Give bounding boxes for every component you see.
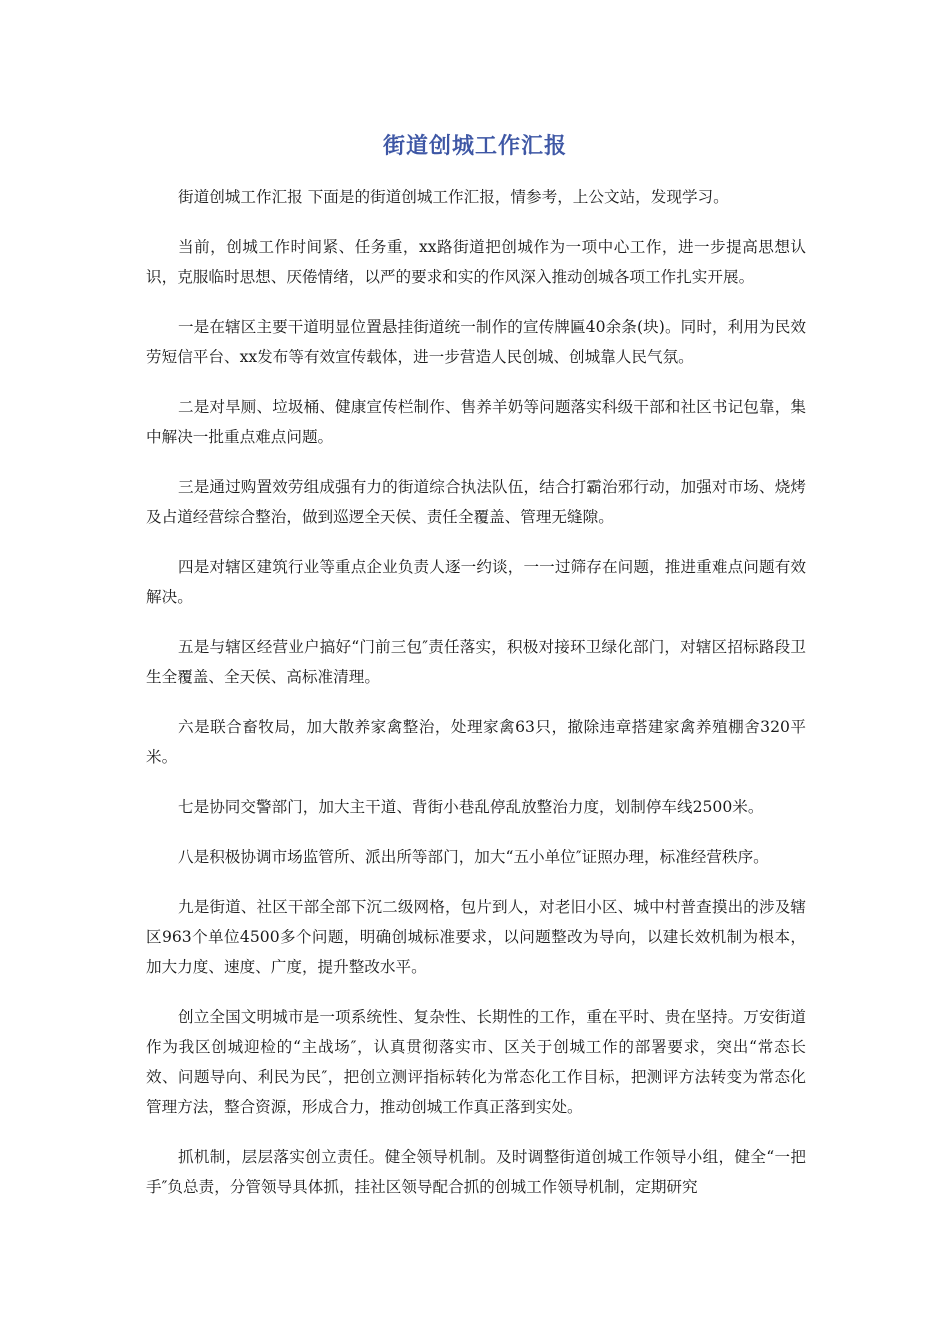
- paragraph-item-1: 一是在辖区主要干道明显位置悬挂街道统一制作的宣传牌匾40余条(块)。同时，利用为民效劳短信平台、xx发布等有效宣传载体，进一步营造人民创城、创城靠人民气氛。: [146, 318, 806, 366]
- paragraph-item-2: 二是对旱厕、垃圾桶、健康宣传栏制作、售养羊奶等问题落实科级干部和社区书记包靠，集中解决一批重点难点问题。: [146, 398, 806, 446]
- paragraph-civilized-city: 创立全国文明城市是一项系统性、复杂性、长期性的工作，重在平时、贵在坚持。万安街道作为我区创城迎检的“主战场″，认真贯彻落实市、区关于创城工作的部署要求，突出“常态长效、问题导向、利民为民″，把创立测评指标转化为常态化工作目标，把测评方法转变为常态化管理方法，整合资源，形成合力，推动创城工作真正落到实处。: [146, 1008, 806, 1116]
- paragraph-item-3: 三是通过购置效劳组成强有力的街道综合执法队伍，结合打霸治邪行动，加强对市场、烧烤及占道经营综合整治，做到巡逻全天侯、责任全覆盖、管理无缝隙。: [146, 478, 806, 526]
- paragraph-item-9: 九是街道、社区干部全部下沉二级网格，包片到人，对老旧小区、城中村普查摸出的涉及辖区963个单位4500多个问题，明确创城标准要求，以问题整改为导向，以建长效机制为根本，加大力度、速度、广度，提升整改水平。: [146, 898, 806, 976]
- document-body: [146, 182, 806, 1222]
- paragraph-item-6: 六是联合畜牧局，加大散养家禽整治，处理家禽63只，撤除违章搭建家禽养殖棚舍320平米。: [146, 718, 806, 766]
- paragraph-item-4: 四是对辖区建筑行业等重点企业负责人逐一约谈，一一过筛存在问题，推进重难点问题有效解决。: [146, 558, 806, 606]
- paragraph-item-5: 五是与辖区经营业户搞好“门前三包″责任落实，积极对接环卫绿化部门，对辖区招标路段卫生全覆盖、全天侯、高标准清理。: [146, 638, 806, 686]
- paragraph-item-7: 七是协同交警部门，加大主干道、背街小巷乱停乱放整治力度，划制停车线2500米。: [178, 798, 764, 816]
- document-title: 街道创城工作汇报: [382, 134, 567, 159]
- paragraph-mechanism: 抓机制，层层落实创立责任。健全领导机制。及时调整街道创城工作领导小组，健全“一把手″负总责，分管领导具体抓，挂社区领导配合抓的创城工作领导机制，定期研究: [146, 1148, 806, 1196]
- paragraph-intro: 街道创城工作汇报 下面是的街道创城工作汇报，情参考，上公文站，发现学习。: [178, 188, 729, 206]
- paragraph-current-situation: 当前，创城工作时间紧、任务重，xx路街道把创城作为一项中心工作，进一步提高思想认识，克服临时思想、厌倦情绪，以严的要求和实的作风深入推动创城各项工作扎实开展。: [146, 238, 806, 286]
- paragraph-item-8: 八是积极协调市场监管所、派出所等部门，加大“五小单位″证照办理，标准经营秩序。: [178, 848, 769, 866]
